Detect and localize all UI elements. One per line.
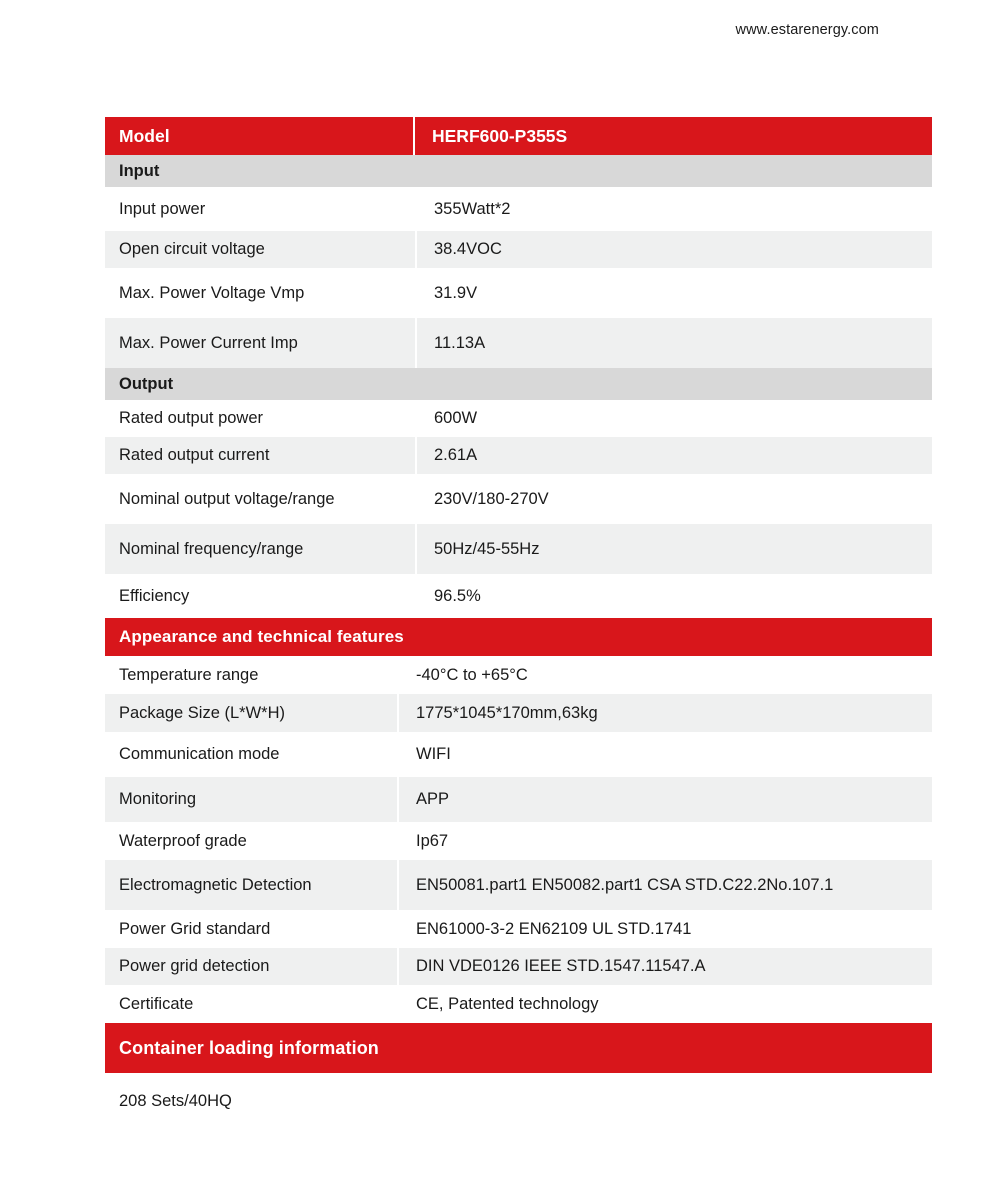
table-row [105, 656, 932, 694]
row-value: 600W [434, 409, 478, 427]
row-label: Power grid detection [105, 948, 397, 985]
row-label: Certificate [119, 994, 194, 1013]
row-value: 38.4VOC [417, 231, 932, 268]
row-label: Max. Power Voltage Vmp [119, 283, 305, 302]
row-label: Max. Power Current Imp [105, 318, 415, 368]
row-value: 2.61A [417, 437, 932, 474]
row-label: Monitoring [105, 777, 397, 822]
section-title-output: Output [119, 374, 174, 393]
table-row [105, 948, 932, 985]
row-label: Electromagnetic Detection [105, 860, 397, 910]
table-row [105, 822, 932, 860]
table-row [105, 318, 932, 368]
row-label: Rated output power [119, 409, 264, 427]
row-label: Power Grid standard [119, 919, 271, 938]
row-label: Open circuit voltage [105, 231, 415, 268]
table-row [105, 574, 932, 618]
row-value: APP [399, 777, 932, 822]
table-row [105, 187, 932, 231]
specification-table [105, 117, 932, 1129]
row-label: Rated output current [105, 437, 415, 474]
row-value: 50Hz/45-55Hz [417, 524, 932, 574]
row-value: 355Watt*2 [434, 199, 511, 218]
section-header-appearance [105, 618, 932, 656]
table-row [105, 400, 932, 437]
row-value: 230V/180-270V [434, 489, 549, 508]
row-label: Efficiency [119, 586, 190, 605]
table-row [105, 231, 932, 268]
row-value: 1775*1045*170mm,63kg [399, 694, 932, 732]
table-header-row [105, 117, 932, 155]
table-row [105, 524, 932, 574]
row-value: EN61000-3-2 EN62109 UL STD.1741 [416, 919, 692, 938]
section-header-input [105, 155, 932, 187]
section-header-output [105, 368, 932, 400]
row-value: DIN VDE0126 IEEE STD.1547.11547.A [399, 948, 932, 985]
row-label: Temperature range [119, 665, 259, 684]
row-value: 31.9V [434, 283, 478, 302]
row-label: Package Size (L*W*H) [105, 694, 397, 732]
section-title-input: Input [119, 161, 160, 180]
row-value: CE, Patented technology [416, 994, 599, 1013]
row-label: Input power [119, 199, 206, 218]
model-label: Model [105, 117, 415, 155]
table-row [105, 474, 932, 524]
row-value: 96.5% [434, 586, 481, 605]
table-row [105, 985, 932, 1023]
row-value: WIFI [416, 745, 451, 763]
table-row [105, 777, 932, 822]
table-row [105, 910, 932, 948]
container-loading-note: 208 Sets/40HQ [119, 1091, 232, 1110]
row-label: Communication mode [119, 745, 280, 763]
row-value: EN50081.part1 EN50082.part1 CSA STD.C22.2No.107.1 [399, 860, 932, 910]
row-label: Waterproof grade [119, 831, 247, 850]
section-header-container [105, 1023, 932, 1073]
section-title-appearance: Appearance and technical features [119, 627, 404, 646]
row-value: 11.13A [417, 318, 932, 368]
table-row [105, 694, 932, 732]
row-label: Nominal frequency/range [105, 524, 415, 574]
row-value: Ip67 [416, 831, 449, 850]
table-row [105, 732, 932, 777]
site-url: www.estarenergy.com [735, 22, 879, 38]
section-title-container: Container loading information [119, 1037, 379, 1058]
row-label: Nominal output voltage/range [119, 489, 335, 508]
row-value: -40°C to +65°C [416, 665, 528, 684]
table-row [105, 860, 932, 910]
model-value: HERF600-P355S [432, 125, 568, 146]
table-row [105, 268, 932, 318]
table-row [105, 437, 932, 474]
